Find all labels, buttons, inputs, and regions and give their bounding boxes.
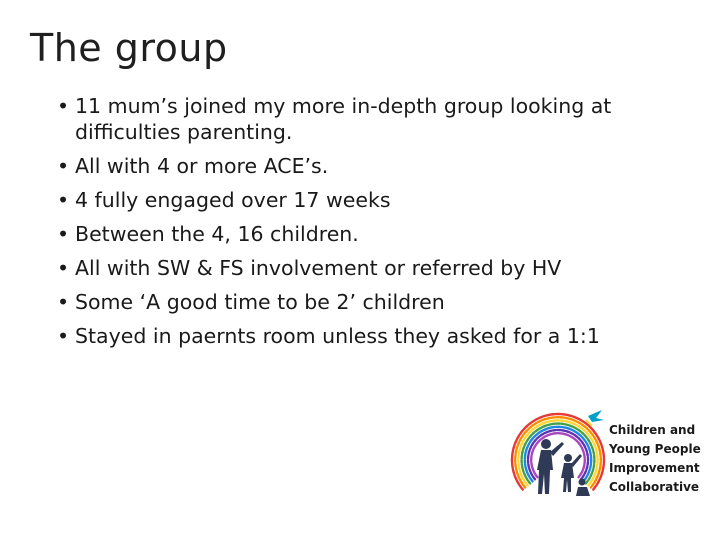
bullet-item	[55, 289, 665, 315]
bullet-item	[55, 93, 665, 145]
logo-line: Young People	[609, 442, 701, 456]
bullet-dot: •	[57, 94, 70, 118]
bullet-dot: •	[57, 256, 70, 280]
bullet-text: 4 fully engaged over 17 weeks	[75, 188, 391, 212]
bullet-item	[55, 153, 665, 179]
logo-line: Improvement	[609, 461, 700, 475]
slide-title: The group	[30, 26, 228, 70]
bullet-dot: •	[57, 188, 70, 212]
bullet-item	[55, 255, 665, 281]
bullet-dot: •	[57, 324, 70, 348]
bullet-text: All with SW & FS involvement or referred by HV	[75, 256, 562, 280]
logo-text	[609, 421, 701, 497]
bullet-item	[55, 187, 665, 213]
bullet-item	[55, 221, 665, 247]
logo-line: Children and	[609, 423, 696, 437]
bullet-dot: •	[57, 222, 70, 246]
logo-line: Collaborative	[609, 480, 700, 494]
cypic-logo	[508, 408, 708, 504]
rainbow-arc	[528, 430, 588, 479]
bullet-text: Stayed in paernts room unless they asked for a 1:1	[75, 324, 600, 348]
bullet-text: Some ‘A good time to be 2’ children	[75, 290, 445, 314]
bullet-item	[55, 323, 665, 349]
bullet-text: Between the 4, 16 children.	[75, 222, 359, 246]
rainbow-family-icon	[508, 408, 608, 504]
bullet-dot: •	[57, 290, 70, 314]
bullet-list	[55, 93, 665, 357]
bullet-dot: •	[57, 154, 70, 178]
bullet-text: 11 mum’s joined my more in-depth group looking at difficulties parenting.	[75, 94, 612, 144]
bullet-text: All with 4 or more ACE’s.	[75, 154, 329, 178]
bird-icon	[588, 410, 604, 422]
